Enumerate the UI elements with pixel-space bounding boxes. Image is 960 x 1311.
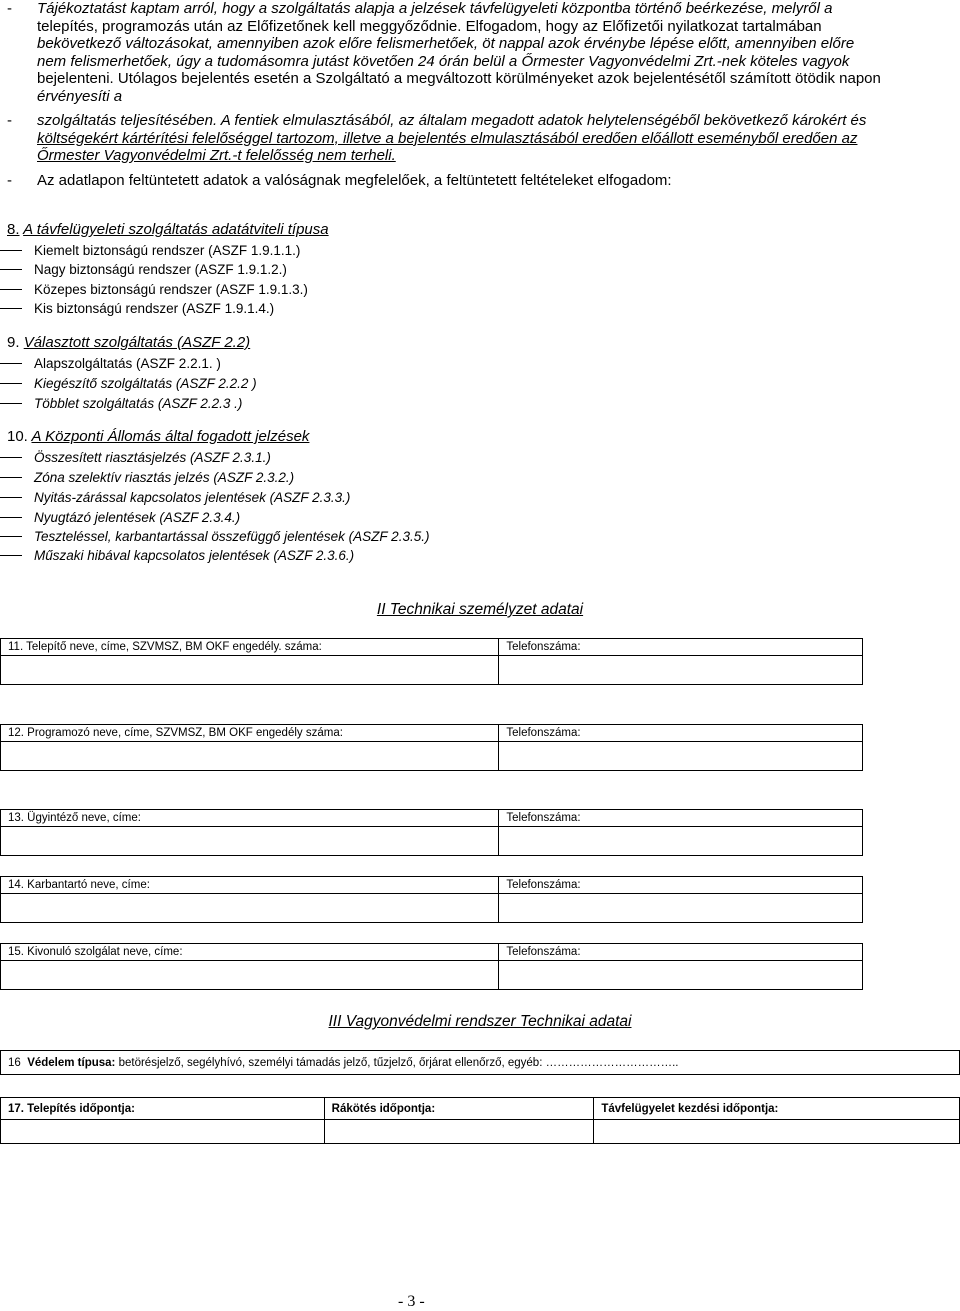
maintainer-label: 14. Karbantartó neve, címe: xyxy=(1,877,499,894)
part-heading: II Technikai személyzet adatai xyxy=(376,601,584,618)
dates-table xyxy=(0,1097,960,1144)
response-team-label: 15. Kivonuló szolgálat neve, címe: xyxy=(1,944,499,961)
checkbox-line xyxy=(0,517,22,518)
checkbox-line xyxy=(0,383,22,384)
part-3-title xyxy=(0,1013,960,1031)
programmer-table xyxy=(0,724,863,771)
intro-paragraph-2 xyxy=(37,112,960,165)
option-label: Nyitás-zárással kapcsolatos jelentések (ASZF 2.3.3.) xyxy=(34,490,351,505)
checkbox-line xyxy=(0,497,22,498)
administrator-table xyxy=(0,809,863,856)
installer-label: 11. Telepítő neve, címe, SZVMSZ, BM OKF engedély. száma: xyxy=(1,639,499,656)
installer-phone-field[interactable] xyxy=(499,656,863,685)
checkbox-line xyxy=(0,250,22,251)
page-number: - 3 - xyxy=(398,1293,425,1310)
text-line: Tájékoztatást kaptam arról, hogy a szolgáltatás alapja a jelzések távfelügyeleti központba történő beérkezése, melyről a xyxy=(37,0,833,17)
row-number: 16 xyxy=(8,1056,21,1069)
checkbox-line xyxy=(0,363,22,364)
section-number: 10. xyxy=(7,428,28,445)
text-line: Őrmester Vagyonvédelmi Zrt.-t felelősség nem terheli. xyxy=(37,147,396,164)
option-label: Műszaki hibával kapcsolatos jelentések (ASZF 2.3.6.) xyxy=(34,548,355,563)
bullet-dash: - xyxy=(7,112,12,129)
intro-paragraph-1 xyxy=(37,0,960,105)
section-heading: A távfelügyeleti szolgáltatás adatátviteli típusa xyxy=(23,221,329,238)
phone-label: Telefonszáma: xyxy=(499,944,863,961)
text-line: bekövetkező változásokat, amennyiben azok előre felismerhetőek, öt nappal azok érvénybe lépése előtt, amennyiben előre xyxy=(37,35,855,52)
option-label: Összesített riasztásjelzés (ASZF 2.3.1.) xyxy=(34,450,271,465)
checkbox-line xyxy=(0,289,22,290)
maintainer-table xyxy=(0,876,863,923)
option-label: Teszteléssel, karbantartással összefüggő jelentések (ASZF 2.3.5.) xyxy=(34,529,430,544)
phone-label: Telefonszáma: xyxy=(499,639,863,656)
option-label: Közepes biztonságú rendszer (ASZF 1.9.1.3.) xyxy=(34,282,308,297)
protection-type-options: betörésjelző, segélyhívó, személyi támadás jelző, tűzjelző, őrjárat ellenőrző, egyéb: …………………………….. xyxy=(115,1056,679,1069)
checkbox-line xyxy=(0,477,22,478)
section-10-title xyxy=(7,428,309,445)
section-heading: Választott szolgáltatás (ASZF 2.2) xyxy=(23,334,251,351)
text-line: telepítés, programozás után az Előfizetőnek kell meggyőződnie. Elfogadom, hogy az Előfizetői nyilatkozat tartalmában xyxy=(37,17,822,35)
option-label: Nagy biztonságú rendszer (ASZF 1.9.1.2.) xyxy=(34,262,287,277)
option-label: Kiemelt biztonságú rendszer (ASZF 1.9.1.1.) xyxy=(34,243,301,258)
text-line: érvényesíti a xyxy=(37,87,123,105)
part-heading: III Vagyonvédelmi rendszer Technikai adatai xyxy=(328,1013,632,1030)
text-line: szolgáltatás teljesítésében. A fentiek elmulasztásából, az általam megadott adatok helytelenségéből bekövetkező károkért és xyxy=(37,112,867,129)
section-9-title xyxy=(7,334,250,351)
programmer-phone-field[interactable] xyxy=(499,742,863,771)
maintainer-phone-field[interactable] xyxy=(499,894,863,923)
response-team-phone-field[interactable] xyxy=(499,961,863,990)
administrator-field[interactable] xyxy=(1,827,499,856)
installation-date-field[interactable] xyxy=(1,1120,325,1144)
part-2-title xyxy=(0,601,960,619)
connection-date-label: Rákötés időpontja: xyxy=(324,1098,594,1120)
section-number: 8. xyxy=(7,221,20,238)
intro-paragraph-3: Az adatlapon feltüntetett adatok a valóságnak megfelelőek, a feltüntetett feltételeket elfogadom: xyxy=(37,172,672,189)
option-label: Többlet szolgáltatás (ASZF 2.2.3 .) xyxy=(34,396,243,411)
protection-type-table xyxy=(0,1050,960,1075)
installer-field[interactable] xyxy=(1,656,499,685)
monitoring-start-label: Távfelügyelet kezdési időpontja: xyxy=(594,1098,960,1120)
phone-label: Telefonszáma: xyxy=(499,877,863,894)
programmer-label: 12. Programozó neve, címe, SZVMSZ, BM OKF engedély száma: xyxy=(1,725,499,742)
section-8-title xyxy=(7,221,329,238)
checkbox-line xyxy=(0,269,22,270)
bullet-dash: - xyxy=(7,0,12,17)
maintainer-field[interactable] xyxy=(1,894,499,923)
text-line: nem felismerhetőek, úgy a tudomásomra jutást követően 24 órán belül a Őrmester Vagyonvédelmi Zrt.-nek köteles vagyok xyxy=(37,52,850,70)
checkbox-line xyxy=(0,308,22,309)
option-label: Zóna szelektív riasztás jelzés (ASZF 2.3.2.) xyxy=(34,470,295,485)
section-heading: A Központi Állomás által fogadott jelzések xyxy=(31,428,310,445)
checkbox-line xyxy=(0,555,22,556)
monitoring-start-field[interactable] xyxy=(594,1120,960,1144)
text-line: bejelenteni. Utólagos bejelentés esetén a Szolgáltató a megváltozott körülményeket azok bejelentésétől számított ötödik napon xyxy=(37,70,881,87)
checkbox-line xyxy=(0,457,22,458)
administrator-phone-field[interactable] xyxy=(499,827,863,856)
protection-type-label: Védelem típusa: xyxy=(27,1056,116,1069)
phone-label: Telefonszáma: xyxy=(499,810,863,827)
option-label: Kis biztonságú rendszer (ASZF 1.9.1.4.) xyxy=(34,301,275,316)
option-label: Nyugtázó jelentések (ASZF 2.3.4.) xyxy=(34,510,241,525)
response-team-field[interactable] xyxy=(1,961,499,990)
response-team-table xyxy=(0,943,863,990)
text-line: költségekért kártérítési felelőséggel tartozom, illetve a bejelentés elmulasztásából eredően előállott eseményből eredően az xyxy=(37,129,858,147)
checkbox-line xyxy=(0,536,22,537)
administrator-label: 13. Ügyintéző neve, címe: xyxy=(1,810,499,827)
installer-table xyxy=(0,638,863,685)
bullet-dash: - xyxy=(7,172,12,189)
option-label: Kiegészítő szolgáltatás (ASZF 2.2.2 ) xyxy=(34,376,257,391)
installation-date-label: 17. Telepítés időpontja: xyxy=(1,1098,325,1120)
phone-label: Telefonszáma: xyxy=(499,725,863,742)
programmer-field[interactable] xyxy=(1,742,499,771)
protection-type-cell[interactable] xyxy=(1,1051,960,1075)
connection-date-field[interactable] xyxy=(324,1120,594,1144)
checkbox-line xyxy=(0,403,22,404)
section-number: 9. xyxy=(7,334,20,351)
option-label: Alapszolgáltatás (ASZF 2.2.1. ) xyxy=(34,356,221,371)
